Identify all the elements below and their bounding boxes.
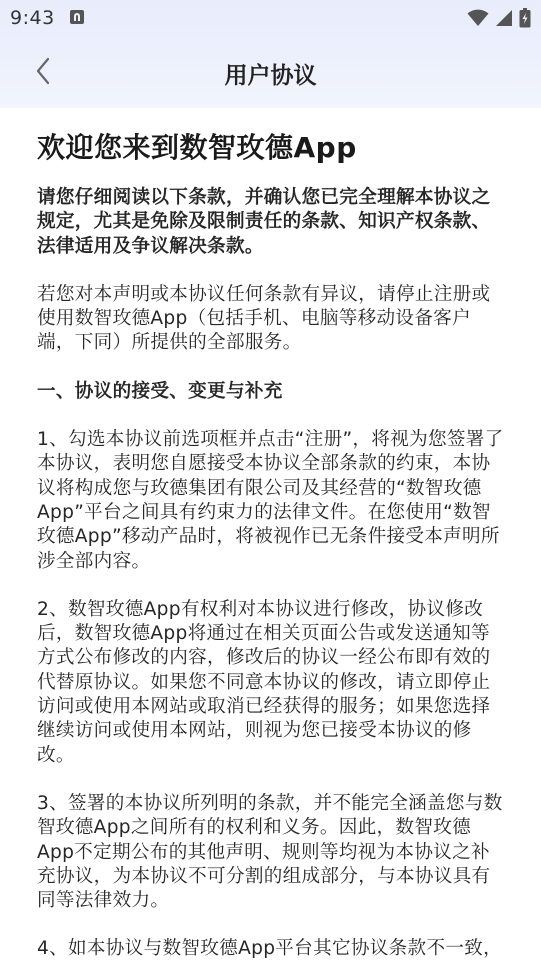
system-icons — [467, 8, 531, 28]
status-time: 9:43 — [10, 7, 55, 29]
top-bar — [0, 0, 541, 108]
notice-text: 若您对本声明或本协议任何条款有异议，请停止注册或使用数智玫德App（包括手机、电脑等移动设备客户端，下同）所提供的全部服务。 — [37, 283, 491, 354]
notification-icon — [70, 10, 84, 24]
battery-icon — [519, 8, 531, 28]
cell-signal-icon — [495, 9, 513, 27]
intro-bold-text: 请您仔细阅读以下条款，并确认您已完全理解本协议之规定，尤其是免除及限制责任的条款、知识产权条款、法律适用及争议解决条款。 — [37, 187, 491, 257]
wifi-icon — [467, 9, 489, 27]
clause-3: 3、签署的本协议所列明的条款，并不能完全涵盖您与数智玫德App之间所有的权利和义务。因此，数智玫德App不定期公布的其他声明、规则等均视为本协议之补充协议，为本协议不可分割的组成部分，与本协议具有同等法律效力。 — [37, 792, 503, 912]
agreement-heading: 欢迎您来到数智玫德App — [37, 131, 357, 164]
clause-2: 2、数智玫德App有权利对本协议进行修改，协议修改后，数智玫德App将通过在相关页面公告或发送通知等方式公布修改的内容，修改后的协议一经公布即有效的代替原协议。如果您不同意本协议的修改，请立即停止访问或使用本网站或取消已经获得的服务；如果您选择继续访问或使用本网站，则视为您已接受本协议的修改。 — [37, 598, 491, 766]
agreement-content[interactable] — [37, 108, 505, 961]
clause-4: 4、如本协议与数智玫德App平台其它协议条款不一致， — [37, 938, 503, 960]
nav-bar — [0, 40, 541, 104]
section-title: 一、协议的接受、变更与补充 — [37, 380, 283, 402]
status-bar — [0, 0, 541, 36]
clause-1: 1、勾选本协议前选项框并点击“注册”，将视为您签署了本协议，表明您自愿接受本协议全部条款的约束，本协议将构成您与玫德集团有限公司及其经营的“数智玫德App”平台之间具有约束力的法律文件。在您使用“数智玫德App”移动产品时，将被视作已无条件接受本声明所涉全部内容。 — [37, 429, 504, 572]
page-title: 用户协议 — [224, 63, 317, 89]
